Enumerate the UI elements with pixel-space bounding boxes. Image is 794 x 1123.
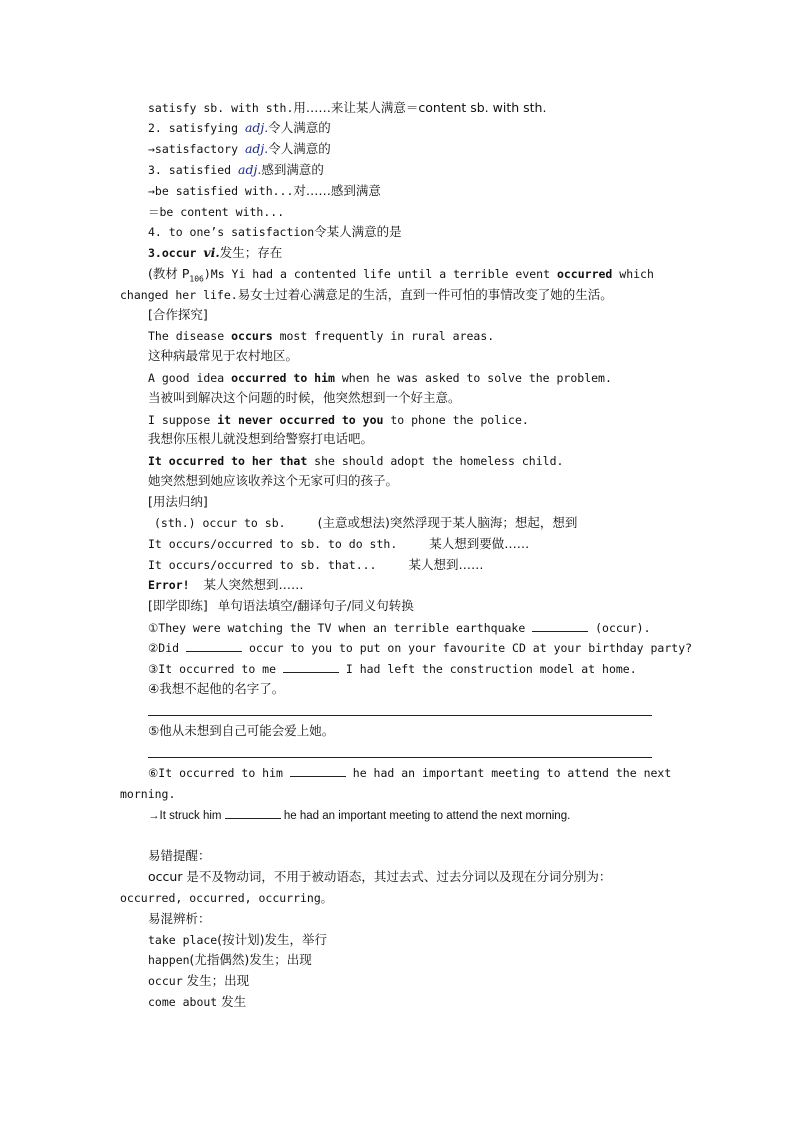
exercise-6-cont: morning. — [120, 787, 176, 801]
cn-text: 感到满意的 — [261, 162, 324, 177]
meaning: 发生 — [217, 994, 247, 1009]
en-text: which — [612, 267, 654, 281]
meaning: 某人想到…… — [408, 557, 484, 572]
usage-item — [148, 577, 304, 593]
confusable-item — [148, 973, 249, 989]
answer-blank[interactable] — [225, 807, 281, 819]
en-text: 3.occur — [148, 246, 204, 260]
en-text: A good idea — [148, 371, 232, 385]
keyword: occurred — [556, 267, 613, 281]
meaning: (按计划)发生，举行 — [217, 932, 328, 947]
exercise-3 — [148, 661, 637, 677]
question-text: I had left the construction model at home. — [338, 662, 637, 676]
keyword: It occurred to her that — [148, 454, 308, 468]
cn-text: 对……感到满意 — [293, 183, 381, 198]
line-satisfying — [148, 120, 331, 136]
question-text: he had an important meeting to attend the next — [345, 766, 672, 780]
pattern: It occurs/occurred to sb. to do sth. — [148, 537, 398, 551]
answer-line[interactable] — [148, 757, 652, 758]
exercise-4: ④我想不起他的名字了。 — [148, 681, 285, 696]
answer-blank[interactable] — [532, 620, 588, 632]
section-common-errors: 易错提醒： — [148, 848, 211, 863]
meaning: 某人突然想到…… — [203, 577, 304, 592]
en-text: I suppose — [148, 413, 218, 427]
en-text: she should adopt the homeless child. — [307, 454, 564, 468]
question-text: ①They were watching the TV when an terrible earthquake — [148, 621, 533, 635]
answer-line[interactable] — [148, 715, 652, 716]
pos-label: vi. — [203, 245, 220, 260]
exercise-2 — [148, 640, 692, 656]
confusable-item — [148, 994, 246, 1010]
pos-label: adj. — [238, 162, 262, 177]
phrase: occur — [148, 974, 183, 988]
example-sentence — [148, 412, 529, 428]
en-text: when he was asked to solve the problem. — [334, 371, 612, 385]
example-translation: 这种病最常见于农村地区。 — [148, 348, 299, 363]
question-text: ⑥It occurred to him — [148, 766, 290, 780]
line-satisfy-with — [148, 100, 546, 116]
cn-text: 令人满意的 — [268, 141, 331, 156]
en-text: 2. satisfying — [148, 121, 245, 135]
question-text: he had an important meeting to attend the next morning. — [280, 810, 571, 822]
usage-item — [148, 557, 484, 573]
example-translation: 当被叫到解决这个问题的时候，他突然想到一个好主意。 — [148, 390, 461, 405]
en-text: satisfy sb. with sth. — [148, 101, 294, 115]
meaning: (尤指偶然)发生；出现 — [189, 952, 312, 967]
cn-text: 令人满意的 — [268, 120, 331, 135]
question-text: occur to you to put on your favourite CD at your birthday party? — [242, 641, 693, 655]
cn-text: 令某人满意的是 — [314, 224, 402, 239]
answer-blank[interactable] — [283, 661, 339, 673]
section-practice — [148, 598, 414, 614]
exercise-5: ⑤他从未想到自己可能会爱上她。 — [148, 723, 335, 738]
confusable-item — [148, 932, 327, 948]
source-label: (教材 P — [148, 266, 190, 281]
meaning: 发生；出现 — [182, 973, 250, 988]
practice-instructions: 单句语法填空/翻译句子/同义句转换 — [217, 598, 414, 613]
question-text: ③It occurred to me — [148, 662, 283, 676]
practice-label: [即学即练] — [148, 598, 208, 613]
cn-text: 用……来让某人满意＝content sb. with sth. — [293, 100, 547, 115]
section-usage-summary: [用法归纳] — [148, 494, 208, 509]
line-textbook-example — [148, 266, 654, 287]
question-text: ②Did — [148, 641, 187, 655]
en-text: 4. to one’s satisfaction — [148, 225, 315, 239]
exercise-6-transform — [148, 807, 570, 824]
example-translation: 我想你压根儿就没想到给警察打电话吧。 — [148, 431, 374, 446]
section-confusables: 易混辨析： — [148, 911, 211, 926]
answer-blank[interactable] — [186, 640, 242, 652]
cn-text: 易女士过着心满意足的生活，直到一件可怕的事情改变了她的生活。 — [237, 287, 613, 302]
pos-label: adj. — [244, 120, 269, 135]
meaning: (主意或想法)突然浮现于某人脑海；想起，想到 — [317, 515, 578, 530]
phrase: take place — [148, 933, 218, 947]
example-sentence — [148, 370, 612, 386]
en-text: changed her life. — [120, 288, 238, 302]
confusable-item — [148, 952, 312, 968]
error-note-cont: occurred, occurred, occurring。 — [120, 891, 333, 905]
phrase: come about — [148, 995, 218, 1009]
line-satisfactory — [148, 141, 331, 157]
line-satisfied — [148, 162, 324, 178]
en-text: to phone the police. — [383, 413, 529, 427]
exercise-6 — [148, 765, 671, 781]
heading-occur — [148, 245, 282, 261]
usage-item — [148, 515, 577, 531]
line-textbook-example-cont — [120, 287, 613, 303]
cn-text: 发生；存在 — [219, 245, 283, 260]
error-note: occur 是不及物动词，不用于被动语态，其过去式、过去分词以及现在分词分别为： — [148, 869, 612, 884]
en-text: The disease — [148, 329, 232, 343]
pos-label: adj. — [244, 141, 269, 156]
answer-blank[interactable] — [290, 765, 346, 777]
keyword: occurred to him — [231, 371, 335, 385]
en-text: 3. satisfied — [148, 163, 239, 177]
en-text: →be satisfied with... — [148, 184, 294, 198]
line-be-content-with: ＝be content with... — [148, 205, 285, 219]
question-text: →It struck him — [148, 810, 225, 822]
section-cooperative-inquiry: [合作探究] — [148, 307, 208, 322]
pattern: Error! — [148, 578, 190, 592]
page-number: 106 — [189, 274, 204, 284]
line-be-satisfied-with — [148, 183, 381, 199]
exercise-1 — [148, 620, 651, 636]
example-sentence — [148, 453, 563, 469]
pattern: (sth.) occur to sb. — [154, 516, 286, 530]
meaning: 某人想到要做…… — [429, 536, 530, 551]
example-translation: 她突然想到她应该收养这个无家可归的孩子。 — [148, 473, 399, 488]
en-text: )Ms Yi had a contented life until a terrible event — [203, 267, 557, 281]
en-text: most frequently in rural areas. — [272, 329, 495, 343]
line-to-ones-satisfaction — [148, 224, 402, 240]
question-text: (occur). — [588, 621, 651, 635]
pattern: It occurs/occurred to sb. that... — [148, 558, 377, 572]
example-sentence — [148, 328, 494, 344]
phrase: happen — [148, 953, 190, 967]
keyword: it never occurred to you — [217, 413, 384, 427]
en-text: →satisfactory — [148, 142, 245, 156]
usage-item — [148, 536, 529, 552]
keyword: occurs — [231, 329, 273, 343]
